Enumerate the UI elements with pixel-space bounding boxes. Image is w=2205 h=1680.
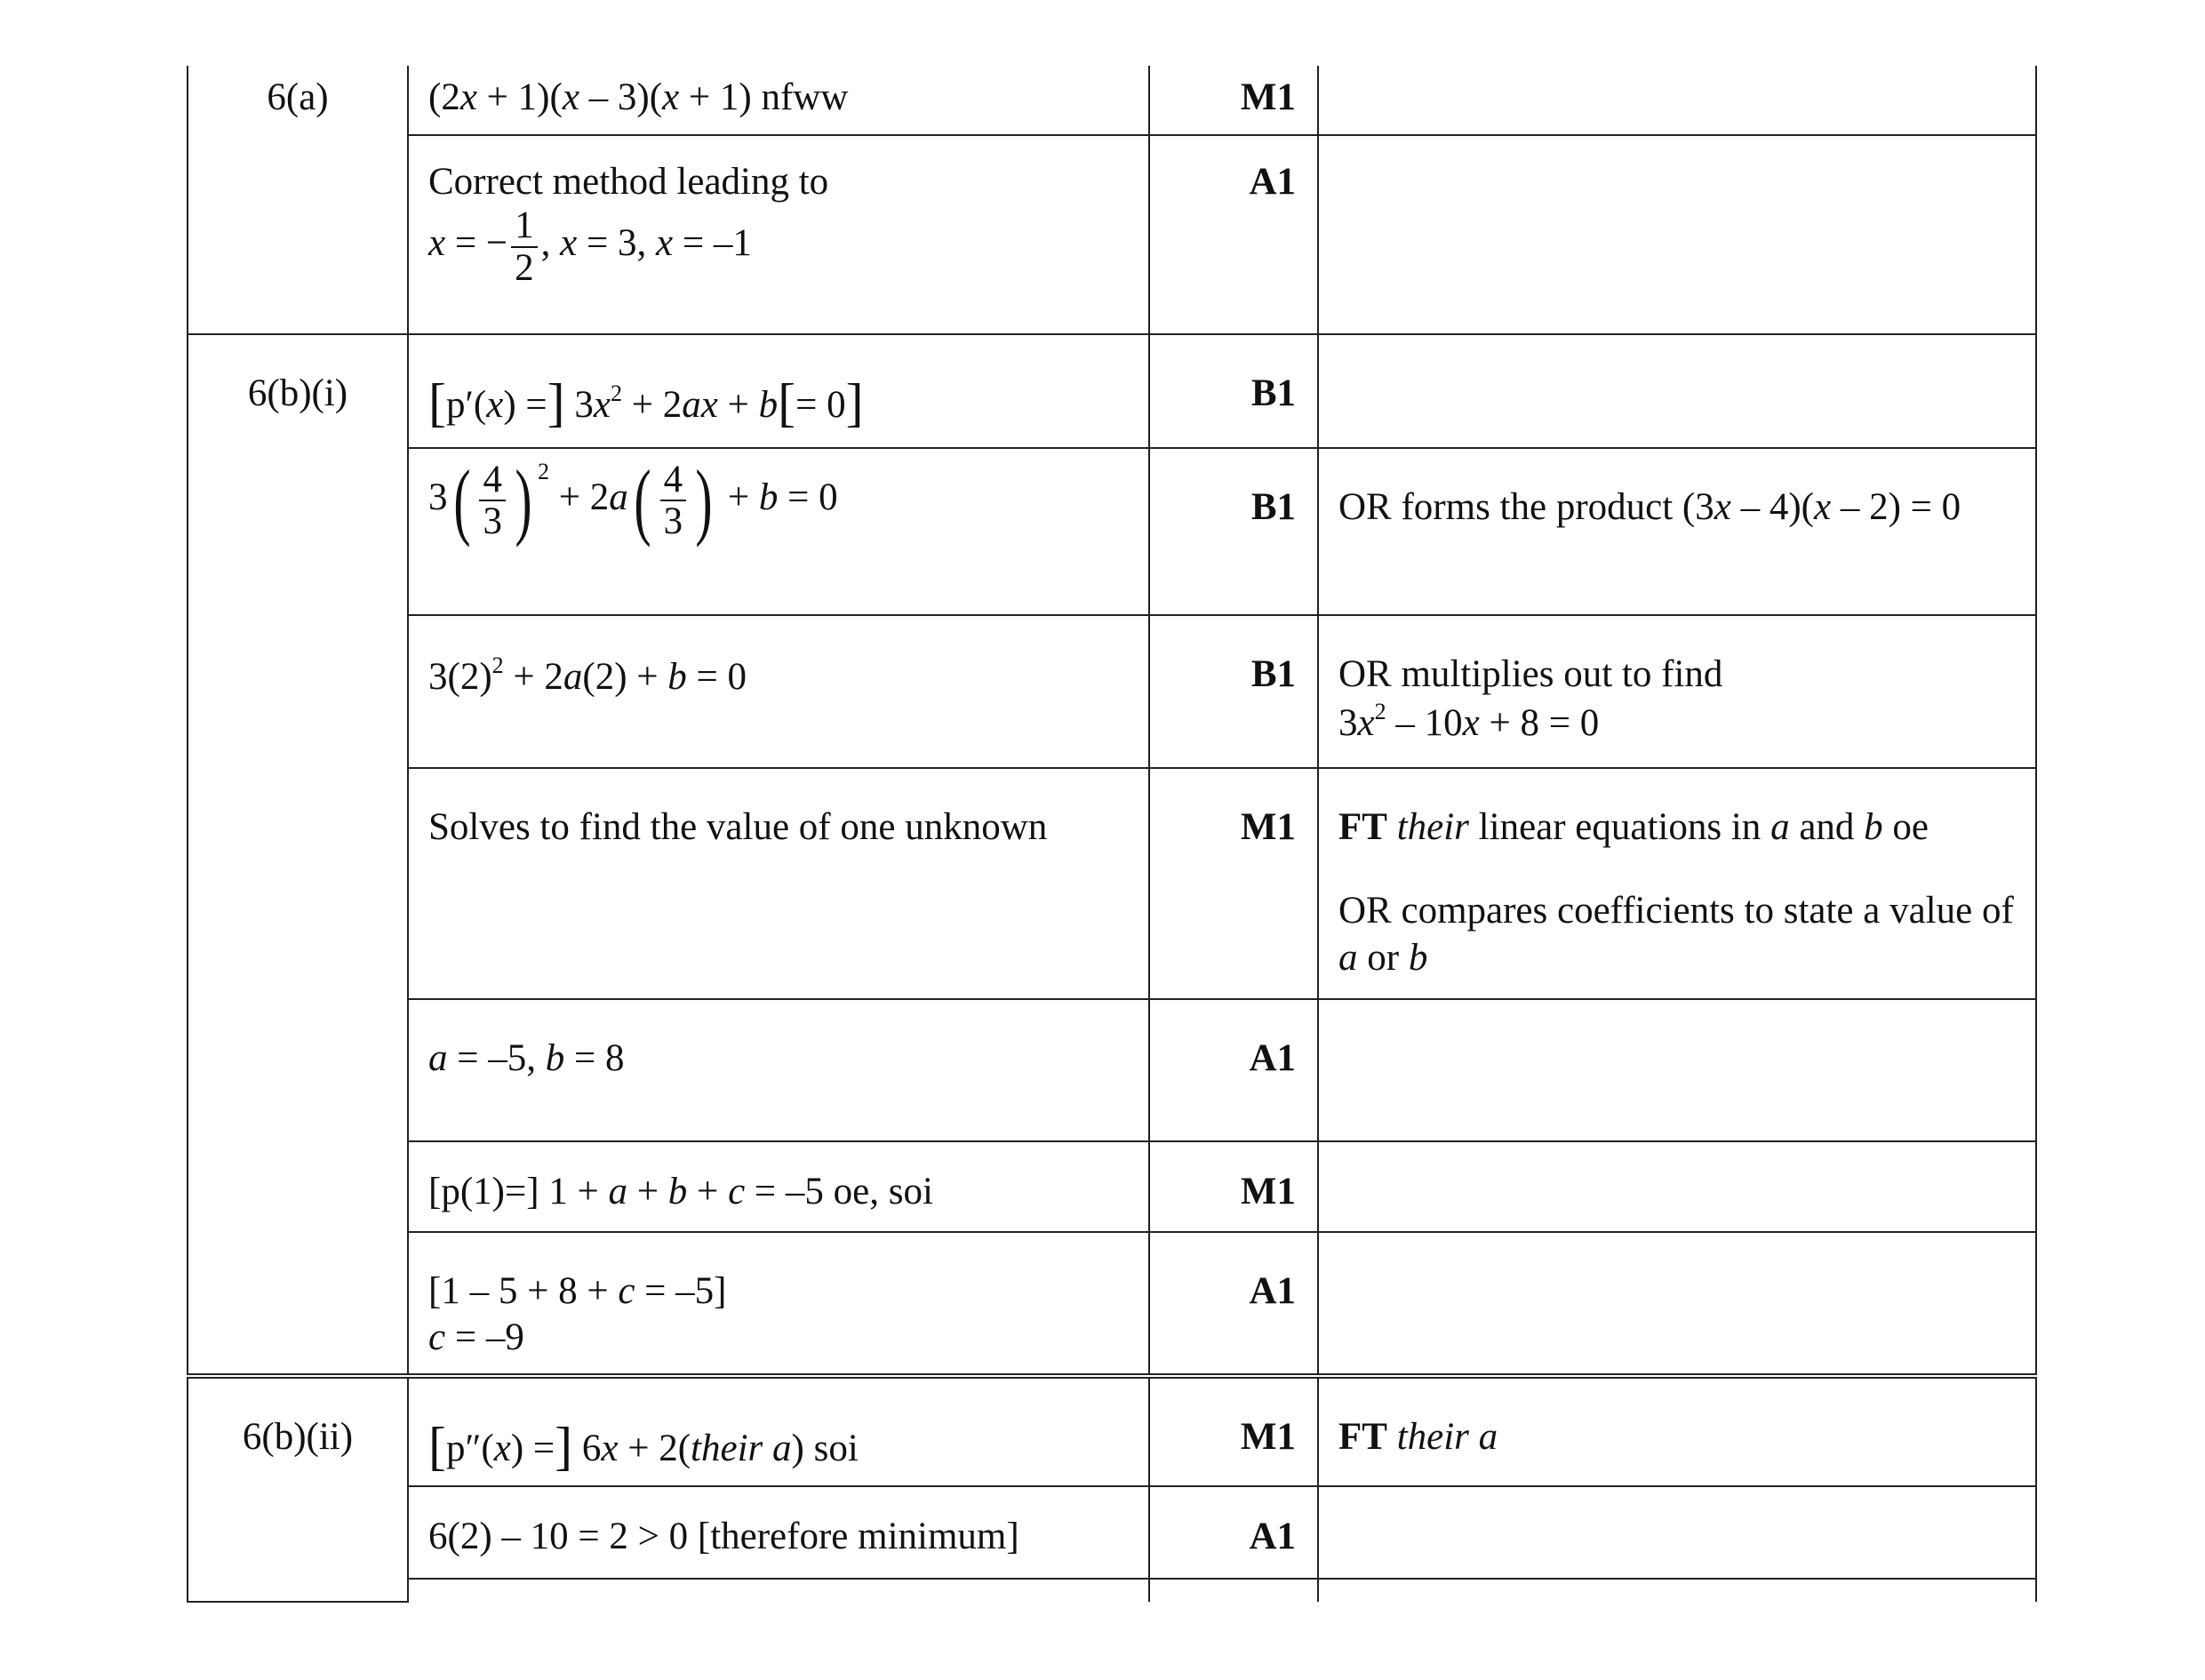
answer-cell: [p′(x) =] $3x^2 + 2ax + b[= 0]$	[408, 334, 1149, 448]
guidance-cell	[1318, 1141, 2036, 1232]
answer-cell: [p″(x) =] 6x + 2(their a) soi	[408, 1376, 1149, 1486]
fraction: $\frac{4}{3}$	[660, 460, 687, 541]
answer-cell: 3( $\frac{4}{3}$ ) $^2$ + 2a( $\frac{4}{3}$ ) + b = 0	[408, 448, 1149, 615]
table-row	[188, 66, 2036, 135]
mark-cell	[1149, 1579, 1318, 1602]
mark-cell: B1	[1149, 615, 1318, 768]
answer-cell: 6(2) – 10 = 2 > 0 [therefore minimum]	[408, 1486, 1149, 1579]
guidance-cell	[1318, 999, 2036, 1141]
guidance-cell	[1318, 1486, 2036, 1579]
guidance-cell	[1318, 1232, 2036, 1376]
mark-cell: B1	[1149, 334, 1318, 448]
fraction: $\frac{4}{3}$	[479, 460, 506, 541]
fraction: $\frac{1}{2}$	[511, 205, 538, 287]
mark-cell: B1	[1149, 448, 1318, 615]
answer-cell	[408, 1579, 1149, 1602]
answer-cell: [p(1)=] 1 + a + b + c = –5 oe, soi	[408, 1141, 1149, 1232]
guidance-cell	[1318, 615, 2036, 768]
mark-cell: M1	[1149, 768, 1318, 999]
table-row	[188, 615, 2036, 768]
question-number-6bi	[188, 334, 408, 1376]
guidance-text: OR compares coefficients to state a value of a or b	[1338, 890, 2014, 979]
mark-cell: A1	[1149, 1232, 1318, 1376]
guidance-cell: OR forms the product (3x – 4)(x – 2) = 0	[1318, 448, 2036, 615]
guidance-cell	[1318, 135, 2036, 334]
table-row	[188, 1376, 2036, 1486]
answer-text: Correct method leading to	[428, 161, 829, 203]
question-label: 6(b)(ii)	[242, 1416, 354, 1458]
answer-text: c = –9	[428, 1316, 524, 1359]
table-row	[188, 1232, 2036, 1376]
question-label: 6(b)(i)	[247, 372, 348, 414]
mark-cell: A1	[1149, 999, 1318, 1141]
question-number-6a	[188, 66, 408, 334]
answer-cell: a = –5, b = 8	[408, 999, 1149, 1141]
table-row	[188, 1486, 2036, 1579]
guidance-cell	[1318, 66, 2036, 135]
guidance-cell	[1318, 768, 2036, 999]
mark-cell: M1	[1149, 1141, 1318, 1232]
mark-cell: M1	[1149, 66, 1318, 135]
answer-cell: Solves to find the value of one unknown	[408, 768, 1149, 999]
guidance-cell	[1318, 334, 2036, 448]
guidance-cell	[1318, 1579, 2036, 1602]
table-row	[188, 1141, 2036, 1232]
mark-scheme-table	[187, 66, 2037, 1603]
guidance-equation: $3x^2 - 10x + 8 = 0$	[1338, 699, 1600, 745]
mark-cell: M1	[1149, 1376, 1318, 1486]
guidance-text: FT their linear equations in a and b oe	[1338, 806, 1929, 848]
table-row	[188, 768, 2036, 999]
mark-cell: A1	[1149, 135, 1318, 334]
table-row	[188, 135, 2036, 334]
table-row	[188, 999, 2036, 1141]
question-label: 6(a)	[267, 76, 329, 118]
answer-cell: (2x + 1)(x – 3)(x + 1) nfww	[408, 66, 1149, 135]
table-row	[188, 334, 2036, 448]
answer-equation: x = − $\frac{1}{2}$ , x = 3, x = –1	[428, 204, 752, 289]
answer-cell	[408, 135, 1149, 334]
table-row	[188, 448, 2036, 615]
answer-text: [1 – 5 + 8 + c = –5]	[428, 1270, 727, 1312]
answer-cell: $3(2)^2 + 2a(2) + b = 0$	[408, 615, 1149, 768]
answer-cell	[408, 1232, 1149, 1376]
mark-cell: A1	[1149, 1486, 1318, 1579]
guidance-text: OR multiplies out to find	[1338, 653, 1723, 695]
question-number-6bii	[188, 1376, 408, 1602]
guidance-cell: FT their a	[1318, 1376, 2036, 1486]
table-row	[188, 1579, 2036, 1602]
